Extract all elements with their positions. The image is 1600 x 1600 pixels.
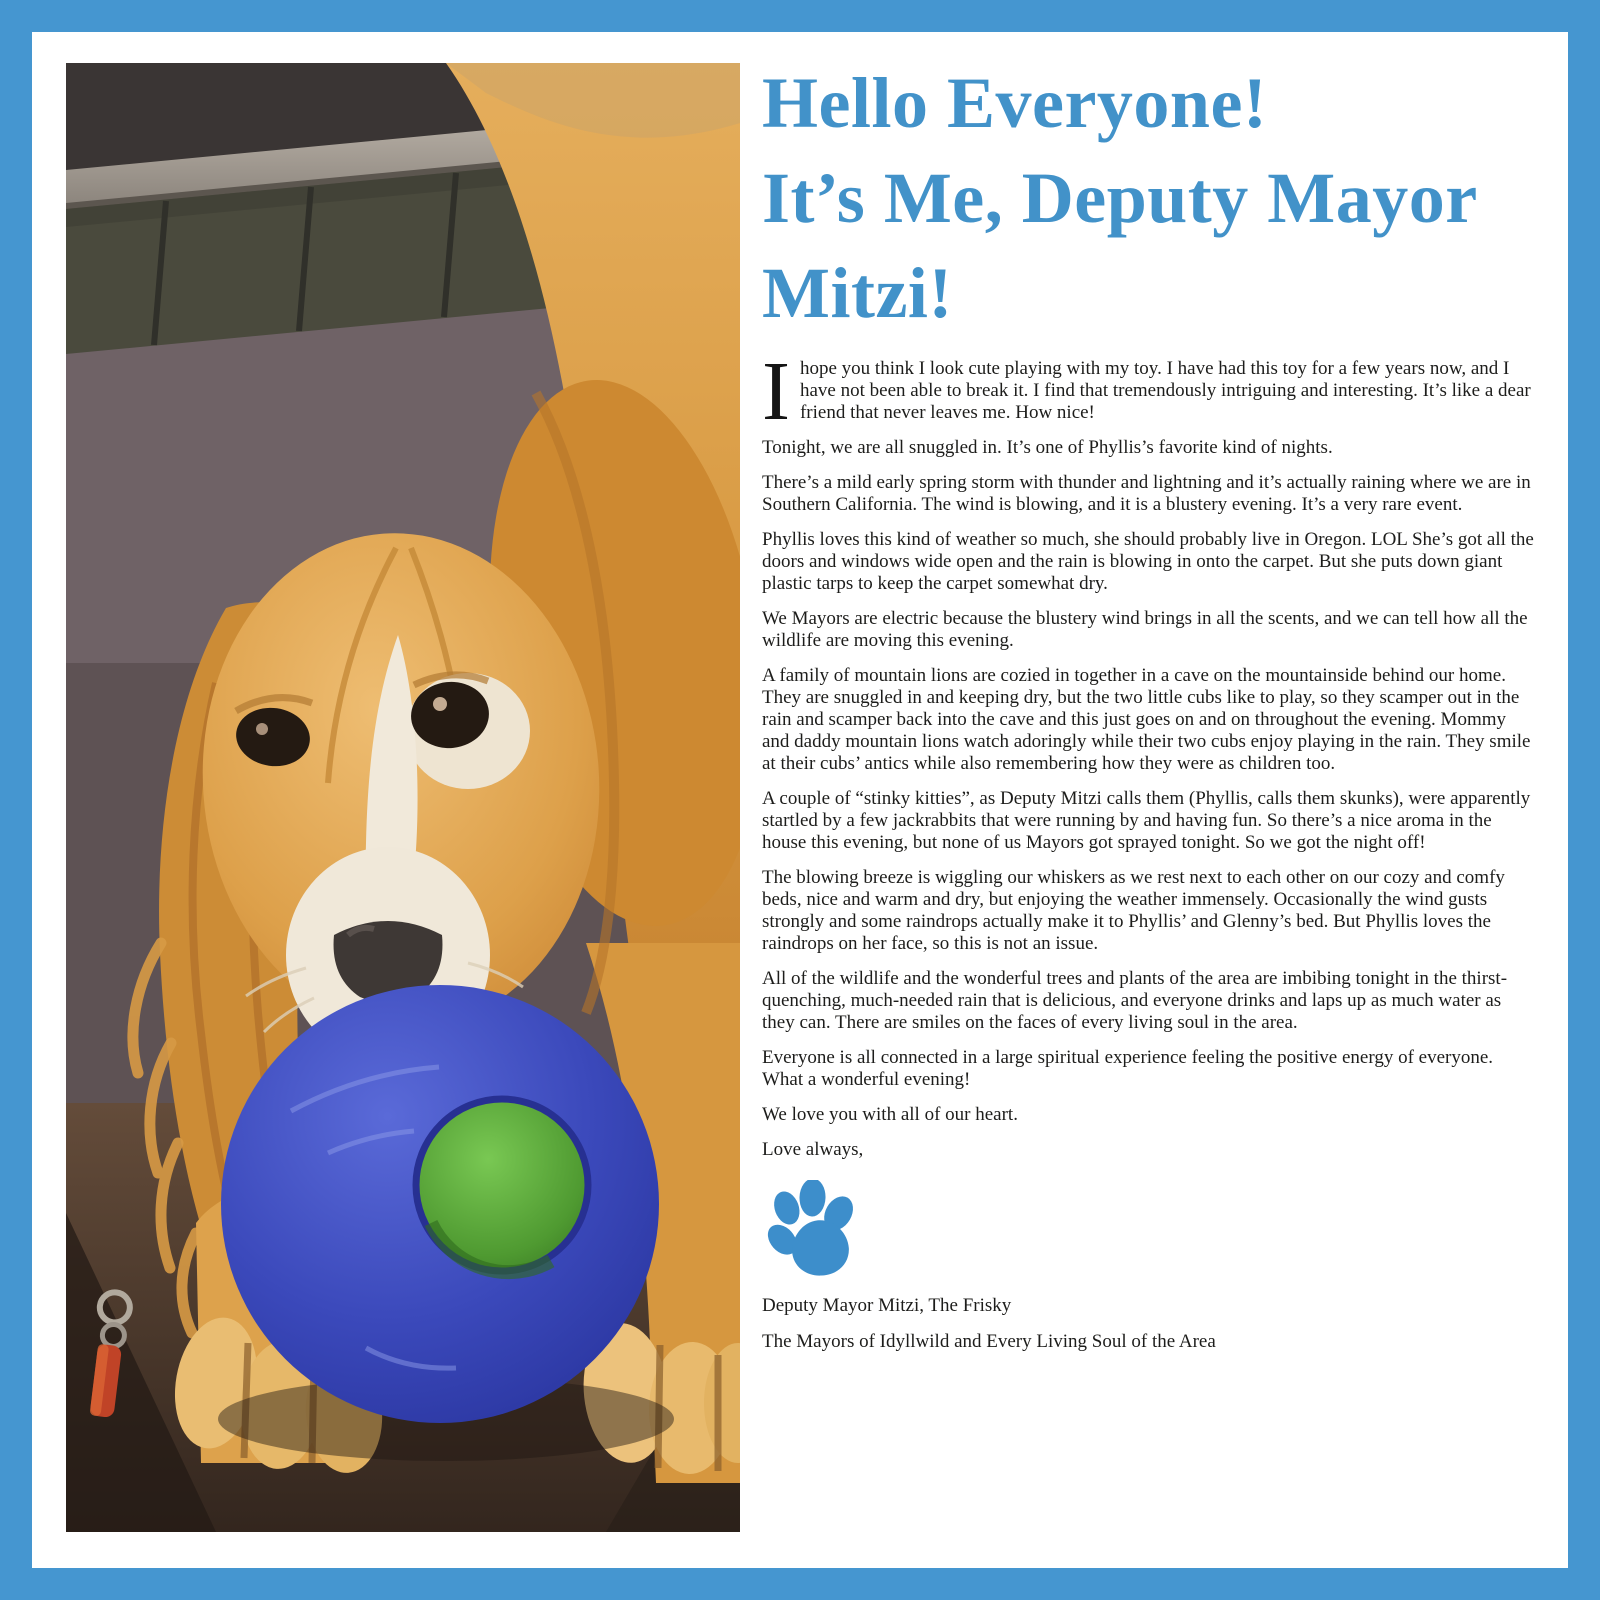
dog-photo-illustration [66, 63, 740, 1532]
signature-line-2: The Mayors of Idyllwild and Every Living Soul of the Area [762, 1331, 1216, 1352]
letter-column [762, 56, 1534, 1367]
letter-body [762, 345, 1534, 1161]
paragraph: There’s a mild early spring storm with thunder and lightning and it’s actually raining where we are in Southern California. The wind is blowing, and it is a blustery evening. It’s a very rare event. [762, 472, 1531, 515]
paragraph: The blowing breeze is wiggling our whiskers as we rest next to each other on our cozy and comfy beds, nice and warm and dry, but enjoying the weather immensely. Occasionally the wind gusts strongly and some raindrops actually make it to Phyllis’ and Glenny’s bed. But Phyllis loves the raindrops on her face, so this is not an issue. [762, 867, 1505, 954]
lead-paragraph [762, 345, 1534, 438]
paragraph: We love you with all of our heart. [762, 1104, 1018, 1125]
paragraph: Tonight, we are all snuggled in. It’s one of Phyllis’s favorite kind of nights. [762, 437, 1333, 458]
page-title [762, 56, 1534, 341]
paw-print-icon [764, 1180, 864, 1280]
paragraph: Phyllis loves this kind of weather so much, she should probably live in Oregon. LOL She’s got all the doors and windows wide open and the rain is blowing in onto the carpet. But she puts down giant plastic tarps to keep the carpet somewhat dry. [762, 529, 1534, 594]
paragraph: Everyone is all connected in a large spiritual experience feeling the positive energy of everyone. What a wonderful evening! [762, 1047, 1494, 1090]
title-line-2: It’s Me, Deputy Mayor Mitzi! [762, 158, 1477, 333]
drop-cap: I [762, 345, 790, 438]
signature-block [762, 1295, 1534, 1353]
paragraph: We Mayors are electric because the blustery wind brings in all the scents, and we can tell how all the wildlife are moving this evening. [762, 608, 1528, 651]
paragraph: All of the wildlife and the wonderful trees and plants of the area are imbibing tonight in the thirst-quenching, much-needed rain that is delicious, and everyone drinks and laps up as much water as they can. There are smiles on the faces of every living soul in the area. [762, 968, 1508, 1033]
paragraph: A couple of “stinky kitties”, as Deputy Mitzi calls them (Phyllis, calls them skunks), were apparently startled by a few jackrabbits that were running by and having fun. So there’s a nice aroma in the house this evening, but none of us Mayors got sprayed tonight. So we got the night off! [762, 788, 1531, 853]
paragraph: A family of mountain lions are cozied in together in a cave on the mountainside behind our home. They are snuggled in and keeping dry, but the two little cubs like to play, so they scamper out in the rain and scamper back into the cave and this just goes on and on throughout the evening. Mommy and daddy mountain lions watch adoringly while their two cubs enjoy playing in the rain. They smile at their cubs’ antics while also remembering how they were as children too. [762, 665, 1531, 774]
title-line-1: Hello Everyone! [762, 63, 1268, 143]
signature-line-1: Deputy Mayor Mitzi, The Frisky [762, 1295, 1012, 1316]
dog-photo [66, 63, 740, 1532]
valediction: Love always, [762, 1139, 864, 1160]
lead-paragraph-text: hope you think I look cute playing with my toy. I have had this toy for a few years now, and I have not been able to break it. I find that tremendously intriguing and interesting. It’s like a dear friend that never leaves me. How nice! [799, 358, 1531, 423]
